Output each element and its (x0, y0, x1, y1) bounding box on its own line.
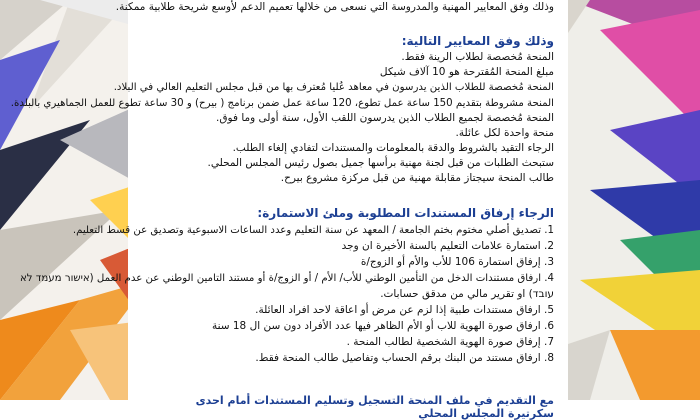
right-decorative-border (550, 0, 700, 400)
criteria-heading: وذلك وفق المعايير التالية: (401, 34, 554, 48)
document-item: 4. ارفاق مستندات الدخل من التأمين الوطني للأب/ الأم / أو الزوج/ة أو مستند التامين الوطني عن عدم العمل (אישור מעמד לא (19, 273, 554, 284)
criteria-item: المنحة مُخصصة لطلاب الرينة فقط. (401, 51, 554, 63)
document-item-continued: עובד) او تقرير مالي من مدقق حسابات. (380, 288, 554, 300)
document-item: 8. ارفاق مستند من البنك برقم الحساب وتفاصيل طالب المنحة فقط. (255, 352, 554, 364)
intro-text: وذلك وفق المعايير المهنية والمدروسة التي نسعى من خلالها تعميم الدعم لأوسع شريحة طلابية ممكنة. (115, 1, 554, 13)
document-item: 3. إرفاق استمارة 106 للأب والأم أو الزوج/ة (360, 256, 554, 268)
document-item: 5. ارفاق مستندات طبية إذا لزم عن مرض أو اعاقة لاحد افراد العائلة. (255, 304, 554, 316)
criteria-item: طالب المنحة سيجتاز مقابلة مهنية من قبل مركزة مشروع بيرح. (280, 172, 554, 184)
criteria-item: المنحة مُخصصة للطلاب الذين يدرسون في معاهد عُليا مُعترف بها من قبل مجلس التعليم العالي في البلاد. (113, 82, 554, 93)
criteria-item: الرجاء التقيد بالشروط والدقة بالمعلومات والمستندات لتفادي إلغاء الطلب. (232, 142, 554, 154)
criteria-item: المنحة مشروطة بتقديم 150 ساعة عمل تطوع، 120 ساعة عمل ضمن برنامج ( بيرح) و 30 ساعة تطوع للعمل الجماهيري بالبلدة. (10, 98, 554, 109)
document-item: 2. استمارة علامات التعليم بالسنة الأخيرة ان وجد (341, 240, 554, 252)
document-item: 1. تصديق أصلي مختوم بختم الجامعة / المعهد عن سنة التعليم وعدد الساعات الاسبوعية وتصديق عن قسط التعليم. (72, 225, 554, 236)
documents-heading: الرجاء إرفاق المستندات المطلوبة وملئ الاستمارة: (257, 206, 554, 220)
footer-note: مع التقديم في ملف المنحة التسجيل وتسليم المستندات أمام احدى سكرتيرة المجلس المحلي (195, 394, 554, 420)
document-item: 6. ارفاق صورة الهوية للاب أو الأم الظاهر فيها عدد الأفراد دون سن ال 18 سنة (211, 320, 554, 332)
criteria-item: المنحة مُخصصة لجميع الطلاب الذين يدرسون اللقب الأول، سنة أولى وما فوق. (216, 112, 554, 124)
criteria-item: مبلغ المنحة المُقترحة هو 10 آلاف شيكل (379, 66, 554, 78)
criteria-item: منحة واحدة لكل عائلة. (455, 127, 554, 139)
document-page (10, 0, 568, 420)
document-item: 7. إرفاق صورة الهوية الشخصية لطالب المنحة . (346, 336, 554, 348)
criteria-item: ستبحث الطلبات من قبل لجنة مهنية برأسها جميل بصول رئيس المجلس المحلي. (207, 157, 554, 169)
